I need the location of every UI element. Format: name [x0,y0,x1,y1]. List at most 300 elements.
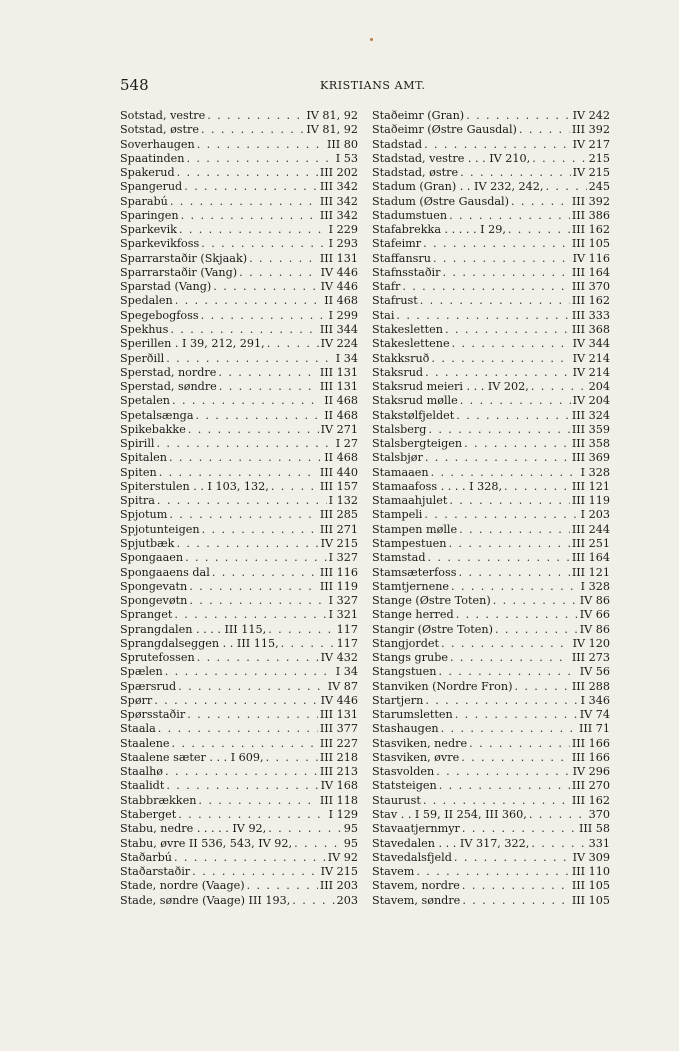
dot-leader [493,594,578,608]
entry-reference: III 80 [326,137,358,151]
entry-name: Sparkevik [120,223,177,237]
entry-reference: III 162 [571,223,610,237]
entry-name: Stamsæterfoss [372,565,457,579]
index-entry [120,123,358,137]
entry-reference: III 164 [571,551,610,565]
entry-name: Stamaaen [372,465,429,479]
entry-reference: IV 86 [579,622,610,636]
dot-leader [181,209,318,223]
index-entry [120,566,358,580]
entry-reference: III 344 [319,322,358,336]
entry-reference: IV 271 [320,422,358,436]
index-entry [372,665,610,679]
entry-reference: III 273 [571,651,610,665]
entry-reference: IV 56 [579,665,610,679]
entry-name: Spiterstulen . . I 103, 132, [120,479,269,493]
index-entry [372,566,610,580]
entry-reference: IV 344 [572,337,610,351]
dot-leader [174,608,326,622]
entry-reference: III 271 [319,522,358,536]
entry-reference: III 333 [571,308,610,322]
index-entry [120,409,358,423]
dot-leader [201,237,326,251]
entry-name: Spitalen [120,451,167,465]
entry-reference: III 166 [571,750,610,764]
entry-name: Sprangdalseggen . . III 115, [120,636,279,650]
index-entry [372,423,610,437]
dot-leader [451,580,579,594]
index-entry [120,166,358,180]
dot-leader [424,138,571,152]
entry-reference: IV 309 [572,850,610,864]
entry-name: Stashaugen [372,722,439,736]
entry-reference: III 110 [571,865,610,879]
index-entry [120,580,358,594]
entry-name: Staksrud [372,365,424,379]
entry-name: Spedalen [120,294,173,308]
entry-reference: IV 81, 92 [306,109,358,122]
dot-leader [459,523,570,537]
dot-leader [268,623,334,637]
entry-name: Staalene sæter . . . I 609, [120,750,264,764]
entry-reference: III 131 [319,708,358,722]
dot-leader [462,822,577,836]
entry-name: Staalene [120,736,170,750]
entry-name: Soverhaugen [120,137,195,151]
entry-reference: III 131 [319,251,358,265]
index-entry [372,323,610,337]
entry-reference: III 324 [571,408,610,422]
entry-reference: IV 215 [320,536,358,550]
index-entry [120,808,358,822]
entry-name: Spørsstaðir [120,708,186,722]
index-entry [372,437,610,451]
index-entry [372,551,610,565]
dot-leader [464,437,570,451]
index-entry [372,508,610,522]
entry-reference: I 53 [335,151,358,165]
entry-name: Spekhus [120,322,169,336]
index-entry [120,309,358,323]
dot-leader [207,109,304,123]
index-entry [120,794,358,808]
index-entry [120,779,358,793]
entry-name: Spaatinden [120,151,185,165]
entry-name: Staksrud mølle [372,394,458,408]
index-entry [372,223,610,237]
entry-reference: 117 [336,622,358,636]
entry-reference: III 288 [571,679,610,693]
entry-name: Stai [372,308,395,322]
index-entry [372,523,610,537]
entry-name: Spakerud [120,166,175,180]
entry-name: Stakstølfjeldet [372,408,455,422]
entry-reference: I 293 [328,237,358,251]
dot-leader [466,109,570,123]
dot-leader [197,138,325,152]
index-entry [372,366,610,380]
index-entry [372,808,610,822]
dot-leader [438,665,577,679]
dot-leader [170,195,318,209]
entry-reference: III 157 [319,479,358,493]
dot-leader [213,280,318,294]
entry-name: Starumsletten [372,708,453,722]
entry-name: Stalsbjør [372,451,423,465]
index-entry [372,294,610,308]
entry-name: Spegebogfoss [120,308,199,322]
entry-reference: III 386 [571,208,610,222]
index-entry [372,694,610,708]
dot-leader [452,337,571,351]
dot-leader [449,209,570,223]
index-entry [120,551,358,565]
entry-name: Stav . . I 59, II 254, III 360, [372,808,527,822]
entry-reference: I 327 [328,551,358,565]
entry-reference: I 229 [328,223,358,237]
entry-reference: II 468 [324,408,358,422]
index-entry [120,394,358,408]
index-entry [120,323,358,337]
index-entry [372,209,610,223]
entry-reference: III 342 [319,208,358,222]
entry-reference: II 468 [324,451,358,465]
entry-name: Stafrust [372,294,418,308]
dot-leader [425,366,571,380]
entry-name: Staurust [372,793,421,807]
entry-name: Staðeimr (Gran) [372,109,465,122]
dot-leader [247,879,318,893]
index-entry [372,123,610,137]
dot-leader [202,523,318,537]
entry-reference: IV 224 [320,337,358,351]
entry-name: Stavaatjernmyr [372,822,460,836]
dot-leader [197,651,319,665]
dot-leader [545,180,586,194]
entry-name: Staffansru [372,251,431,265]
entry-reference: III 105 [571,237,610,251]
entry-name: Staberget [120,808,177,822]
entry-name: Stakeslettene [372,337,450,351]
entry-name: Stangir (Østre Toten) [372,622,493,636]
entry-reference: III 162 [571,793,610,807]
running-head: KRISTIANS AMT. [320,79,426,92]
entry-reference: IV 446 [320,693,358,707]
entry-name: Spongevatn [120,579,188,593]
entry-name: Stampeli [372,508,423,522]
entry-name: Stavedalsfjeld [372,850,452,864]
entry-reference: III 162 [571,294,610,308]
index-entry [372,637,610,651]
index-entry [372,879,610,893]
dot-leader [170,323,317,337]
entry-reference: I 203 [580,508,610,522]
entry-reference: I 328 [580,579,610,593]
index-entry [120,209,358,223]
entry-reference: IV 214 [572,351,610,365]
entry-reference: 204 [588,380,610,394]
index-entry [120,851,358,865]
entry-reference: IV 204 [572,394,610,408]
entry-name: Sparingen [120,208,179,222]
entry-reference: I 327 [328,594,358,608]
entry-name: Sperstad, søndre [120,380,217,394]
entry-reference: I 346 [580,693,610,707]
entry-reference: IV 214 [572,365,610,379]
entry-name: Spikebakke [120,422,186,436]
index-entry [120,751,358,765]
entry-reference: I 34 [335,665,358,679]
index-entry [120,252,358,266]
index-entry [372,594,610,608]
entry-name: Spetalen [120,394,171,408]
entry-reference: 245 [588,180,610,194]
index-entry [372,409,610,423]
dot-leader [428,423,569,437]
index-entry [120,623,358,637]
entry-reference: IV 86 [579,594,610,608]
index-entry [372,822,610,836]
entry-name: Stampestuen [372,536,447,550]
entry-reference: III 203 [319,879,358,893]
entry-name: Stafnsstaðir [372,265,441,279]
entry-name: Stasviken, nedre [372,736,468,750]
index-entry [120,722,358,736]
dot-leader [396,309,569,323]
dot-leader [166,352,334,366]
dot-leader [531,380,587,394]
index-entry [372,680,610,694]
entry-name: Spørr [120,693,153,707]
entry-reference: III 119 [571,494,610,508]
entry-name: Spælen [120,665,163,679]
index-entry [120,879,358,893]
entry-reference: I 132 [328,494,358,508]
dot-leader [174,851,326,865]
entry-reference: 95 [343,836,358,850]
entry-reference: III 392 [571,194,610,208]
dot-leader [192,865,318,879]
entry-name: Stavedalen . . . IV 317, 322, [372,836,530,850]
index-entry [120,765,358,779]
dot-leader [157,437,334,451]
entry-name: Stalsbergteigen [372,437,463,451]
index-entry [120,180,358,194]
index-entry [372,451,610,465]
entry-name: Stadstad, vestre . . . IV 210, [372,151,531,165]
index-entry [372,708,610,722]
dot-leader [514,680,569,694]
index-entry [372,851,610,865]
entry-name: Stanviken (Nordre Fron) [372,679,513,693]
ink-speck [370,38,373,41]
entry-reference: III 342 [319,180,358,194]
entry-name: Stasvolden [372,765,435,779]
entry-reference: III 358 [571,437,610,451]
index-entry [120,837,358,851]
entry-name: Spongaaens dal [120,565,210,579]
entry-name: Staalidt [120,779,165,793]
index-entry [120,237,358,251]
entry-name: Spjotunteigen [120,522,200,536]
dot-leader [154,694,318,708]
entry-name: Spetalsænga [120,408,194,422]
entry-name: Staðarbú [120,850,172,864]
entry-reference: IV 215 [320,865,358,879]
entry-name: Stafr [372,280,401,294]
entry-reference: III 166 [571,736,610,750]
entry-reference: III 131 [319,380,358,394]
index-entry [120,480,358,494]
entry-name: Staalhø [120,765,164,779]
entry-reference: III 359 [571,422,610,436]
dot-leader [519,123,570,137]
entry-name: Stange (Østre Toten) [372,594,491,608]
entry-name: Spongevøtn [120,594,188,608]
index-entry [372,180,610,194]
index-entry [120,594,358,608]
dot-leader [189,594,326,608]
entry-name: Stabbrækken [120,793,197,807]
entry-reference: III 368 [571,322,610,336]
index-entry [372,280,610,294]
index-column-right [372,109,610,908]
dot-leader [462,879,570,893]
index-entry [372,737,610,751]
entry-name: Sparkevikfoss [120,237,200,251]
entry-reference: IV 446 [320,265,358,279]
dot-leader [169,508,317,522]
dot-leader [166,779,318,793]
dot-leader [177,166,318,180]
entry-reference: III 227 [319,736,358,750]
entry-name: Stafeimr [372,237,422,251]
index-entry [120,109,358,123]
index-entry [372,794,610,808]
dot-leader [176,537,318,551]
index-entry [372,309,610,323]
entry-reference: IV 87 [327,679,358,693]
dot-leader [531,837,586,851]
entry-reference: IV 242 [572,109,610,122]
index-entry [372,466,610,480]
dot-leader [460,166,570,180]
dot-leader [449,494,569,508]
entry-reference: III 119 [319,579,358,593]
dot-leader [456,409,570,423]
entry-name: Sparrarstaðir (Skjaak) [120,251,248,265]
index-entry [372,894,610,908]
dot-leader [158,722,318,736]
entry-name: Spjotum [120,508,168,522]
index-entry [372,865,610,879]
entry-name: Staksrud meieri . . . IV 202, [372,380,529,394]
entry-name: Stamaafoss . . . . I 328, [372,479,503,493]
dot-leader [185,551,327,565]
dot-leader [165,665,334,679]
entry-reference: 215 [588,151,610,165]
index-entry [120,280,358,294]
entry-reference: III 116 [319,565,358,579]
entry-reference: III 105 [571,893,610,907]
entry-reference: III 440 [319,465,358,479]
entry-reference: III 71 [578,722,610,736]
entry-reference: III 121 [571,479,610,493]
entry-name: Sparstad (Vang) [120,280,212,294]
entry-name: Stampen mølle [372,522,458,536]
index-entry [372,380,610,394]
entry-reference: IV 81, 92 [306,123,358,137]
index-entry [372,166,610,180]
dot-leader [184,180,318,194]
dot-leader [424,508,578,522]
index-entry [120,138,358,152]
entry-reference: IV 446 [320,280,358,294]
index-entry [372,580,610,594]
index-entry [372,765,610,779]
dot-leader [425,694,578,708]
index-entry [120,708,358,722]
entry-reference: IV 120 [572,636,610,650]
entry-name: Stadum (Gran) . . IV 232, 242, [372,180,544,194]
entry-name: Stange herred [372,608,454,622]
entry-name: Stavem, søndre [372,893,461,907]
index-entry [372,494,610,508]
entry-name: Staðeimr (Østre Gausdal) [372,123,517,137]
entry-reference: IV 168 [320,779,358,793]
dot-leader [201,123,304,137]
index-entry [120,508,358,522]
entry-reference: III 369 [571,451,610,465]
dot-leader [198,794,317,808]
entry-reference: IV 74 [579,708,610,722]
index-entry [120,523,358,537]
dot-leader [456,608,578,622]
index-entry [372,195,610,209]
entry-name: Stamstad [372,551,426,565]
entry-name: Staðarstaðir [120,865,191,879]
dot-leader [508,223,570,237]
dot-leader [179,223,327,237]
entry-name: Sparabú [120,194,168,208]
entry-reference: II 468 [324,294,358,308]
entry-name: Stadumstuen [372,208,448,222]
dot-leader [529,808,587,822]
entry-reference: III 370 [571,280,610,294]
index-entry [120,680,358,694]
entry-name: Stadstad, østre [372,166,459,180]
index-entry [120,451,358,465]
entry-reference: I 27 [335,437,358,451]
index-entry [372,537,610,551]
entry-name: Spangerud [120,180,183,194]
dot-leader [441,722,577,736]
dot-leader [271,480,318,494]
entry-reference: III 377 [319,722,358,736]
entry-name: Stadstad [372,137,423,151]
dot-leader [172,737,318,751]
index-entry [120,337,358,351]
entry-name: Stabu, øvre II 536, 543, IV 92, [120,836,293,850]
dot-leader [455,708,578,722]
dot-leader [462,894,570,908]
index-entry [372,837,610,851]
entry-reference: III 58 [578,822,610,836]
index-entry [120,737,358,751]
dot-leader [239,266,318,280]
entry-reference: 370 [588,808,610,822]
index-entry [372,779,610,793]
